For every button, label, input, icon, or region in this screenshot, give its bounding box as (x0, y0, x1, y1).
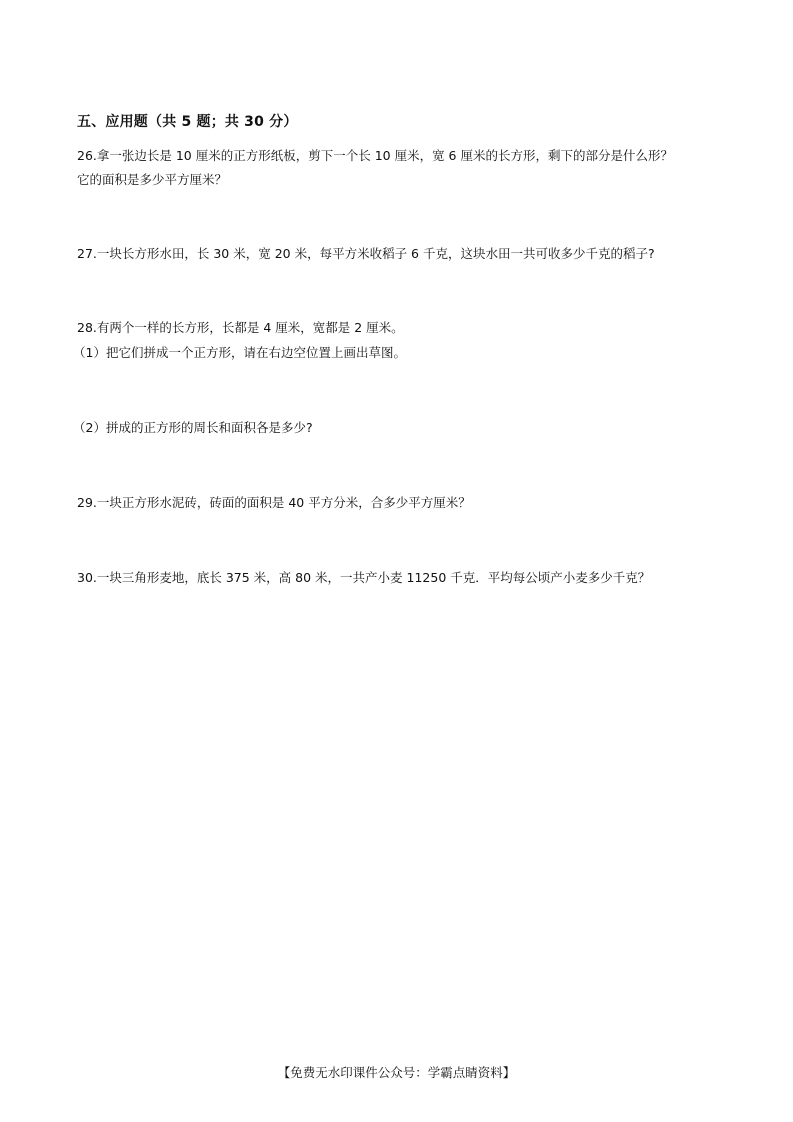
question-26-line-1: 26.拿一张边长是 10 厘米的正方形纸板，剪下一个长 10 厘米，宽 6 厘米的长方形，剩下的部分是什么形？ (77, 148, 673, 163)
question-28: 28.有两个一样的长方形，长都是 4 厘米，宽都是 2 厘米。 (77, 320, 404, 335)
question-26-line-2: 它的面积是多少平方厘米？ (77, 172, 228, 187)
footer-note: 【免费无水印课件公众号：学霸点睛资料】 (277, 1065, 516, 1080)
question-28-part-1: （1）把它们拼成一个正方形，请在右边空位置上画出草图。 (73, 345, 406, 360)
question-28-part-2: （2）拼成的正方形的周长和面积各是多少? (73, 420, 313, 435)
section-title: 五、应用题（共 5 题；共 30 分） (77, 114, 298, 130)
question-30: 30.一块三角形麦地，底长 375 米，高 80 米，一共产小麦 11250 千克．平均每公顷产小麦多少千克？ (77, 570, 651, 585)
question-27: 27.一块长方形水田，长 30 米，宽 20 米，每平方米收稻子 6 千克，这块水田一共可收多少千克的稻子? (77, 246, 655, 261)
question-29: 29.一块正方形水泥砖，砖面的面积是 40 平方分米，合多少平方厘米？ (77, 495, 471, 510)
